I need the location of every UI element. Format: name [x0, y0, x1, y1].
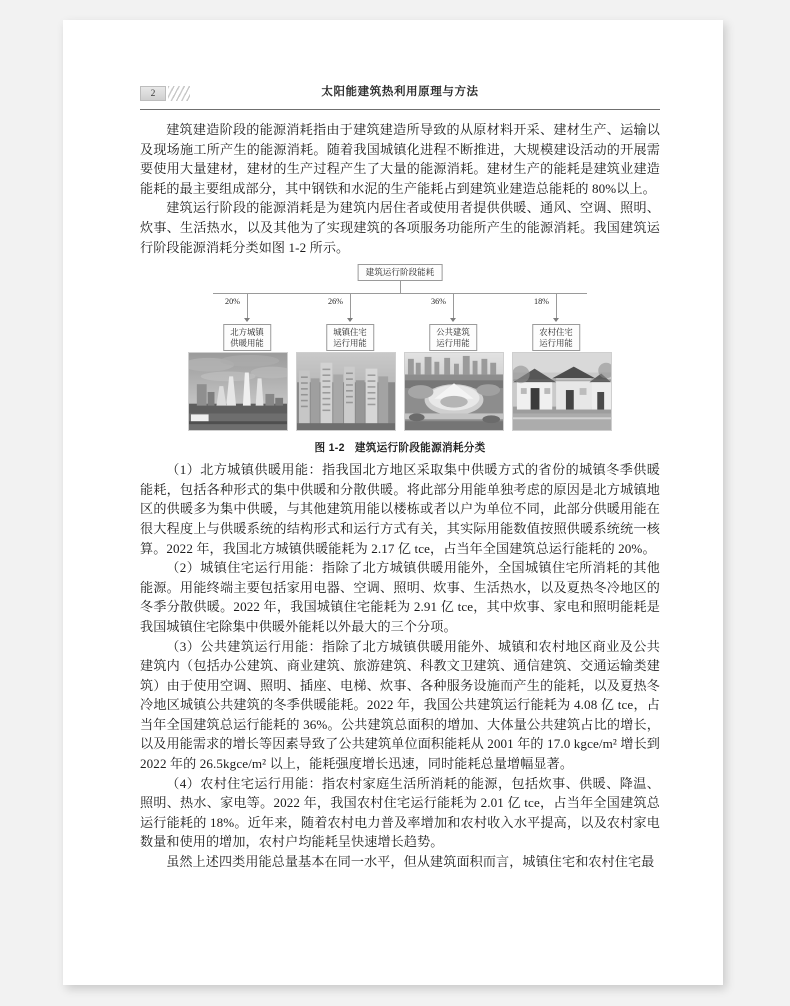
- branch-connector-line: [350, 293, 351, 320]
- header-rule: [140, 109, 660, 110]
- tree-leaf-node: [429, 324, 477, 351]
- branch-arrow-icon: [553, 318, 559, 322]
- tree-stem-line: [400, 281, 401, 293]
- branch-connector-line: [556, 293, 557, 320]
- tree-leaf-node: [326, 324, 374, 351]
- tree-bus-line: [213, 293, 587, 294]
- paragraph: 虽然上述四类用能总量基本在同一水平，但从建筑面积而言，城镇住宅和农村住宅最: [166, 854, 655, 870]
- branch-percent: 26%: [327, 297, 343, 307]
- branch-arrow-icon: [450, 318, 456, 322]
- tree-diagram: [185, 264, 615, 346]
- tree-leaf-node: [223, 324, 271, 351]
- branch-arrow-icon: [244, 318, 250, 322]
- page-number: 2: [150, 89, 156, 99]
- power-plant-photo: [188, 352, 288, 431]
- leaf-label-line1: 公共建筑: [436, 327, 470, 338]
- leaf-label-line2: 运行用能: [436, 337, 470, 348]
- tree-root-node: 建筑运行阶段能耗: [358, 264, 443, 281]
- leaf-label-line1: 农村住宅: [539, 327, 573, 338]
- figure-caption-text: 建筑运行阶段能源消耗分类: [354, 442, 486, 455]
- paragraph: 建筑建造阶段的能源消耗指由于建筑建造所导致的从原材料开采、建材生产、运输以及现场施工所产生的能源消耗。随着我国城镇化进程不断推进，大规模建设活动的开展需要使用大量建材，建材的生产过程产生了大量的能源消耗。建材生产的能耗是建筑业建造能耗的最主要组成部分，其中钢铁和水泥的生产能耗占到建筑业建造总能耗的 80%以上。: [140, 122, 660, 196]
- figure-caption-number: 图 1-2: [314, 442, 345, 455]
- page-sheet: [63, 20, 723, 985]
- body-text-before-figure: [140, 120, 660, 257]
- leaf-label-line2: 运行用能: [539, 337, 573, 348]
- leaf-label-line2: 运行用能: [333, 337, 367, 348]
- public-stadium-photo: [404, 352, 504, 431]
- branch-percent: 36%: [430, 297, 446, 307]
- leaf-label-line1: 城镇住宅: [333, 327, 367, 338]
- paragraph: （4）农村住宅运行用能：指农村家庭生活所消耗的能源，包括炊事、供暖、降温、照明、热水、家电等。2022 年，我国农村住宅运行能耗为 2.01 亿 tce，占当年全国建筑总运行能耗的 18%。近年来，随着农村电力普及率增加和农村收入水平提高，以及农村家电数量和使用的增加，农村户均能耗呈快速增长趋势。: [140, 775, 660, 850]
- branch-percent: 20%: [224, 297, 240, 307]
- paragraph: （2）城镇住宅运行用能：指除了北方城镇供暖用能外，全国城镇住宅所消耗的其他能源。用能终端主要包括家用电器、空调、照明、炊事、生活热水，以及夏热冬冷地区的冬季分散供暖。2022 年，我国城镇住宅能耗为 2.91 亿 tce，其中炊事、家电和照明能耗是我国城镇住宅除集中供暖外能耗以外最大的三个分项。: [140, 560, 660, 634]
- branch-connector-line: [453, 293, 454, 320]
- branch-connector-line: [247, 293, 248, 320]
- body-text-after-figure: [140, 460, 660, 871]
- paragraph: （3）公共建筑运行用能：指除了北方城镇供暖用能外、城镇和农村地区商业及公共建筑内（包括办公建筑、商业建筑、旅游建筑、科教文卫建筑、通信建筑、交通运输类建筑）由于使用空调、照明、插座、电梯、炊事、各种服务设施而产生的能耗，以及夏热冬冷地区城镇公共建筑的冬季供暖能耗。2022 年，我国公共建筑运行能耗为 4.08 亿 tce，占当年全国建筑总运行能耗的 36%。公共建筑总面积的增加、大体量公共建筑占比的增长，以及用能需求的增长等因素导致了公共建筑单位面积能耗从 2001 年的 17.0 kgce/m² 增长到 2022 年的 26.5kgce/m² 以上，能耗强度增长迅速，同时能耗总量增幅显著。: [140, 638, 660, 772]
- figure-1-2: [140, 264, 660, 455]
- paragraph: （1）北方城镇供暖用能：指我国北方地区采取集中供暖方式的省份的城镇冬季供暖能耗，包括各种形式的集中供暖和分散供暖。将此部分用能单独考虑的原因是北方城镇地区的供暖多为集中供暖，与其他建筑用能以楼栋或者以户为单位不同，此部分供暖用能在很大程度上与供暖系统的结构形式和运行方式有关，其实际用能数值按照供暖系统统一核算。2022 年，我国北方城镇供暖能耗为 2.17 亿 tce，占当年全国建筑总运行能耗的 20%。: [140, 462, 660, 556]
- branch-arrow-icon: [347, 318, 353, 322]
- urban-highrise-photo: [296, 352, 396, 431]
- leaf-label-line2: 供暖用能: [230, 337, 264, 348]
- running-head: [140, 80, 660, 110]
- branch-percent: 18%: [533, 297, 549, 307]
- tree-leaf-node: [532, 324, 580, 351]
- figure-photo-strip: [140, 352, 660, 431]
- page-content-column: [140, 80, 660, 872]
- paragraph: 建筑运行阶段的能源消耗是为建筑内居住者或使用者提供供暖、通风、空调、照明、炊事、生活热水，以及其他为了实现建筑的各项服务功能所产生的能源消耗。我国建筑运行阶段能源消耗分类如图 1-2 所示。: [140, 200, 660, 255]
- running-title: 太阳能建筑热利用原理与方法: [321, 86, 479, 98]
- figure-caption: [140, 440, 660, 455]
- rural-village-photo: [512, 352, 612, 431]
- leaf-label-line1: 北方城镇: [230, 327, 264, 338]
